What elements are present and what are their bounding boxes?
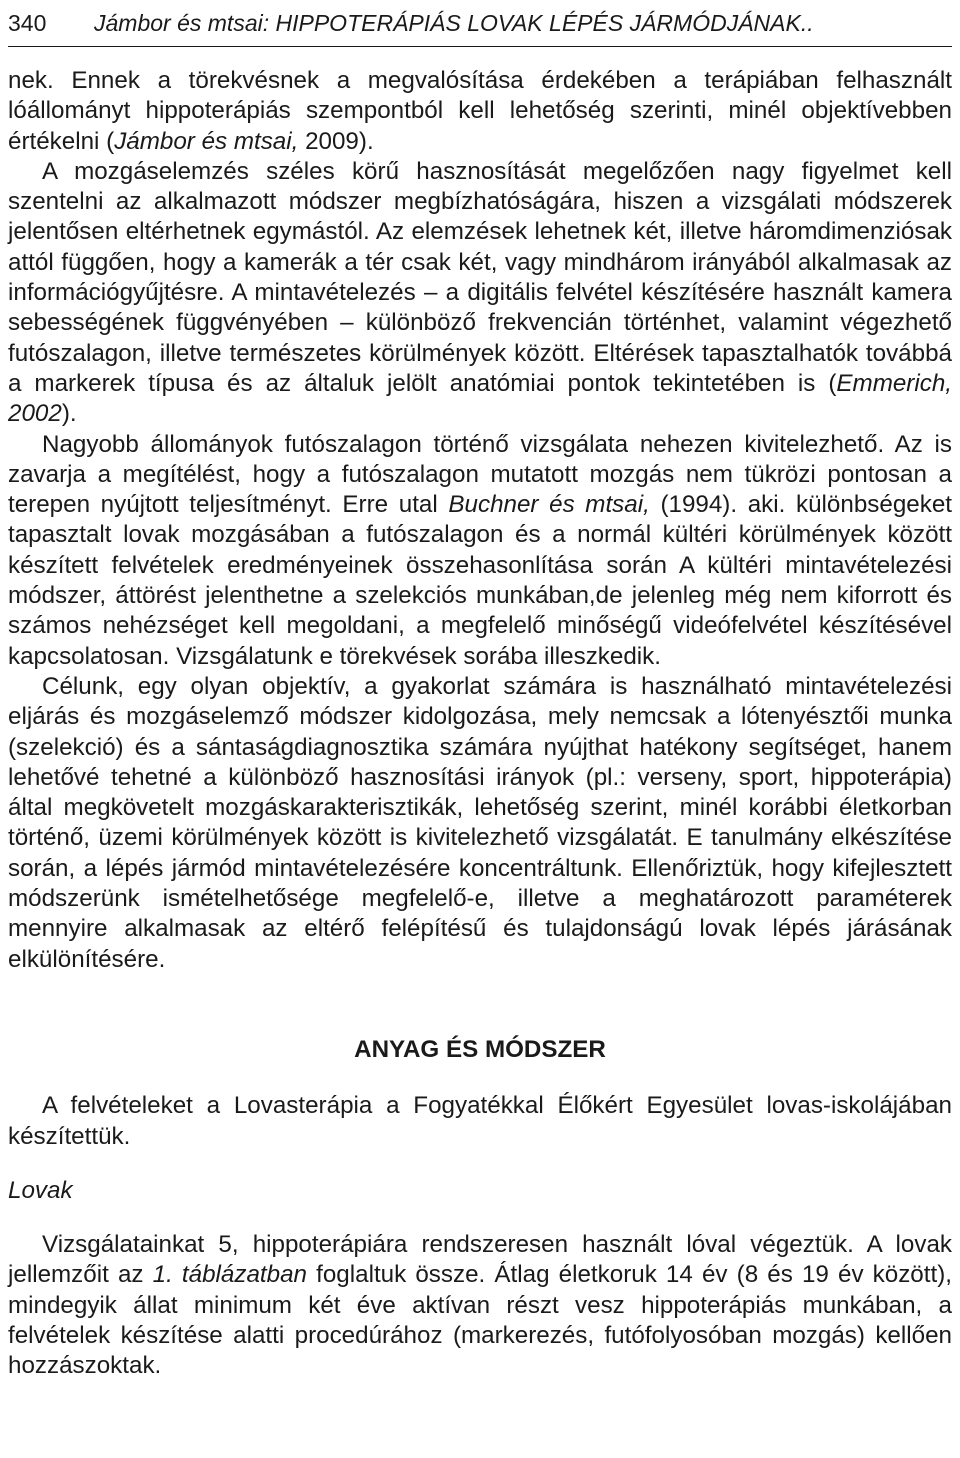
table-reference: 1. táblázatban bbox=[152, 1261, 307, 1289]
paragraph-treadmill: Nagyobb állományok futószalagon történő vizsgálata nehezen kivitelezhető. Az is zavarja a megítélést, hogy a futószalagon mutatott mozgás nem tükrözi pontosan a terepen nyújtott teljesítményt. Erre utal Buchner és mtsai, (1994). aki. különbségeket tapasztalt lovak mozgásában a futószalagon és a normál kültéri körülmények között készített felvételek eredményeinek összehasonlítása során A kültéri mintavételezési módszer, áttörést jelenthetne a szelekciós munkában,de jelenleg még nem kiforrott és számos nehézséget kell megoldani, a megfelelő minőségű videófelvétel készítésével kapcsolatosan. Vizsgálatunk e törekvések sorába illeszkedik. bbox=[8, 430, 952, 670]
spacer bbox=[8, 975, 952, 1035]
spacer bbox=[8, 1065, 952, 1091]
paragraph-aim: Célunk, egy olyan objektív, a gyakorlat számára is használható mintavételezési eljárás és mozgáselemző módszer kidolgozása, mely nemcsak a lótenyésztői munka (szelekció) és a sántaságdiagnosztika számára nyújthat hatékony segítséget, hanem lehetővé tehetné a különböző hasznosítási irányok (pl.: verseny, sport, hippoterápia) által megkövetelt mozgáskarakterisztikák, lehetőség szerint, minél korábbi életkorban történő, üzemi körülmények között is kivitelezhető vizsgálatát. E tanulmány elkészítése során, a lépés jármód mintavételezésére koncentráltunk. Ellenőriztük, hogy kifejlesztett módszerünk ismételhetősége megfelelő-e, illetve a meghatározott paraméterek mennyire alkalmasak az eltérő felépítésű és tulajdonságú lovak lépés járásának elkülönítésére. bbox=[8, 672, 952, 973]
page-number: 340 bbox=[8, 10, 47, 36]
running-title: Jámbor és mtsai: HIPPOTERÁPIÁS LOVAK LÉPÉS JÁRMÓDJÁNAK.. bbox=[94, 10, 814, 36]
paragraph-continuation: nek. Ennek a törekvésnek a megvalósítása érdekében a terápiában felhasznált lóállományt hippoterápiás szempontból kell lehetőség szerinti, minél objektívebben értékelni (Jámbor és mtsai, 2009). bbox=[8, 67, 952, 155]
spacer bbox=[8, 1206, 952, 1230]
citation: Buchner és mtsai, bbox=[448, 491, 650, 519]
citation: Emmerich, 2002 bbox=[8, 369, 952, 428]
citation: Jámbor és mtsai, bbox=[114, 127, 299, 155]
page-header bbox=[8, 6, 952, 47]
body-text bbox=[8, 66, 952, 1382]
paragraph-horses: Vizsgálatainkat 5, hippoterápiára rendszeresen használt lóval végeztük. A lovak jellemzőit az 1. táblázatban foglaltuk össze. Átlag életkoruk 14 év (8 és 19 év között), mindegyik állat minimum két éve aktívan részt vesz hippoterápiás munkában, a felvételek készítése alatti procedúrához (markerezés, futófolyosóban mozgás) kellően hozzászoktak. bbox=[8, 1231, 952, 1380]
paragraph-location: A felvételeket a Lovasterápia a Fogyatékkal Élőkért Egyesület lovas-iskolájában készítettük. bbox=[8, 1092, 952, 1150]
spacer bbox=[8, 1152, 952, 1176]
subsection-heading: Lovak bbox=[8, 1176, 73, 1204]
section-heading: ANYAG ÉS MÓDSZER bbox=[354, 1035, 606, 1063]
paragraph-motion-analysis: A mozgáselemzés széles körű hasznosítását megelőzően nagy figyelmet kell szentelni az alkalmazott módszer megbízhatóságára, hiszen a vizsgálati módszerek jelentősen eltérhetnek egymástól. Az elemzések lehetnek két, illetve háromdimenziósak attól függően, hogy a kamerák a tér csak két, vagy mindhárom irányából alkalmasak az információgyűjtésre. A mintavételezés – a digitális felvétel készítésére használt kamera sebességének függvényében – különböző frekvencián történhet, valamint végezhető futószalagon, illetve természetes körülmények között. Eltérések tapasztalhatók továbbá a markerek típusa és az általuk jelölt anatómiai pontok tekintetében is (Emmerich, 2002). bbox=[8, 157, 952, 428]
